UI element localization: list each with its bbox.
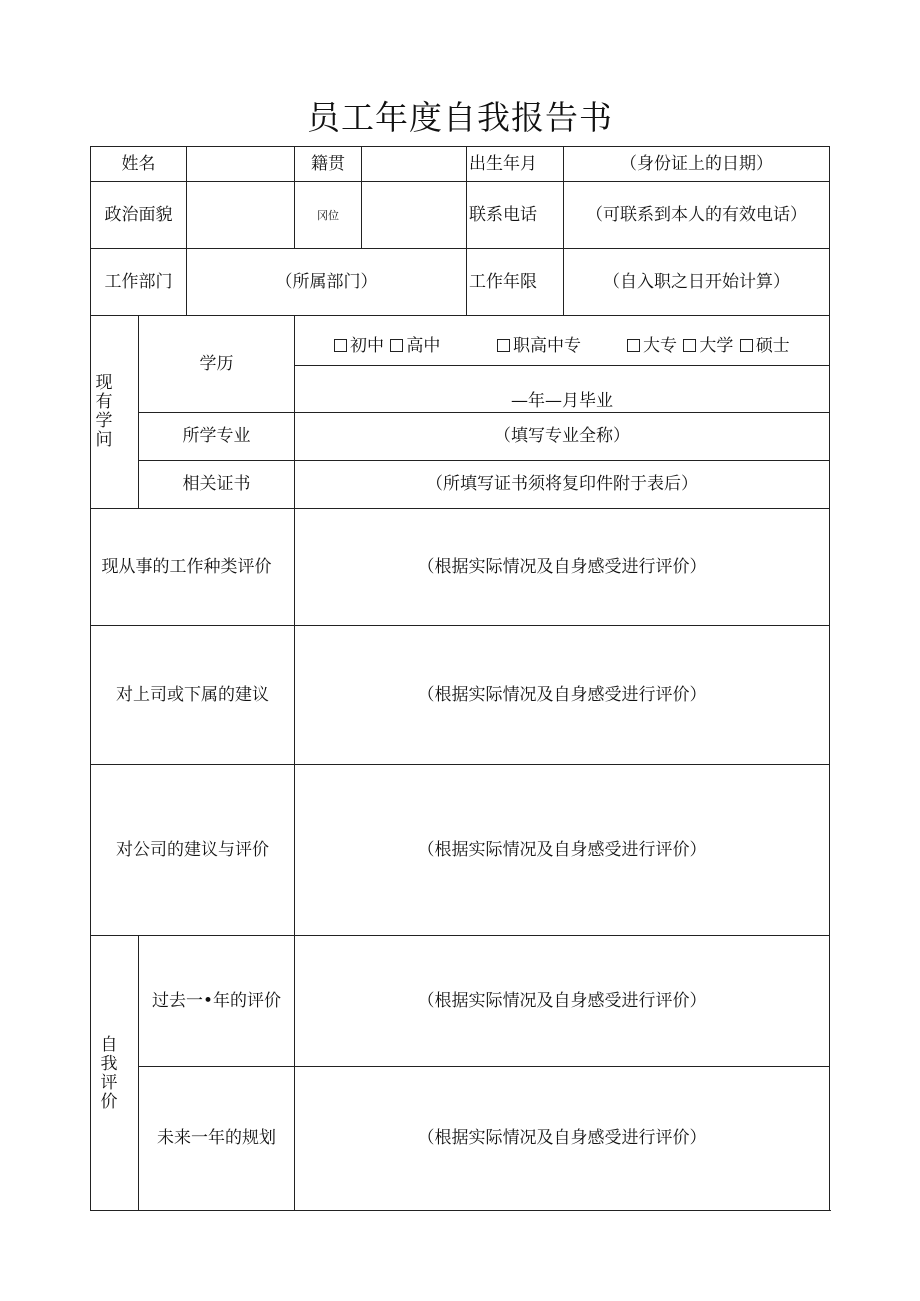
certificate-label: 相关证书 bbox=[182, 474, 251, 494]
company-suggestion-label: 对公司的建议与评价 bbox=[116, 839, 269, 860]
self-evaluation-group-label: 自 我 评 价 bbox=[100, 1035, 118, 1112]
birth-date-field[interactable]: （身份证上的日期） bbox=[620, 153, 773, 174]
checkbox-icon bbox=[390, 339, 403, 352]
name-label: 姓名 bbox=[121, 153, 156, 174]
degree-options bbox=[627, 331, 790, 356]
degree-label: 学历 bbox=[199, 353, 234, 374]
post-label: 冈位 bbox=[317, 208, 339, 222]
option-vocational[interactable]: 职高中专 bbox=[497, 336, 581, 356]
page-title: 员工年度自我报告书 bbox=[307, 98, 613, 137]
phone-field[interactable]: （可联系到本人的有效电话） bbox=[586, 204, 807, 225]
major-label: 所学专业 bbox=[182, 426, 251, 446]
job-evaluation-field[interactable]: （根据实际情况及自身感受进行评价） bbox=[417, 556, 707, 577]
major-field[interactable]: （填写专业全称） bbox=[494, 426, 630, 446]
graduation-field[interactable]: —年—月毕业 bbox=[511, 390, 613, 411]
department-label: 工作部门 bbox=[104, 271, 173, 292]
checkbox-icon bbox=[683, 339, 696, 352]
work-years-label: 工作年限 bbox=[469, 271, 537, 292]
post-field[interactable] bbox=[362, 182, 466, 248]
supervisor-suggestion-label: 对上司或下属的建议 bbox=[116, 684, 269, 705]
col-divider bbox=[466, 146, 467, 315]
option-senior-high[interactable]: 高中 bbox=[389, 336, 440, 356]
political-status-field[interactable] bbox=[187, 182, 294, 248]
checkbox-icon bbox=[740, 339, 753, 352]
option-college[interactable]: 大专 bbox=[627, 336, 677, 356]
past-year-label: 过去一•年的评价 bbox=[151, 990, 282, 1011]
department-field[interactable]: （所属部门） bbox=[275, 271, 378, 292]
next-year-plan-label: 未来一年的规划 bbox=[157, 1128, 276, 1148]
native-place-field[interactable] bbox=[362, 147, 466, 181]
option-master[interactable]: 硕士 bbox=[739, 336, 790, 356]
table-border bbox=[829, 146, 830, 1210]
option-university[interactable]: 大学 bbox=[682, 336, 733, 356]
native-place-label: 籍贯 bbox=[311, 153, 345, 174]
checkbox-icon bbox=[497, 339, 510, 352]
option-junior-high[interactable]: 初中 bbox=[334, 336, 384, 356]
phone-label: 联系电话 bbox=[469, 204, 537, 225]
company-suggestion-field[interactable]: （根据实际情况及自身感受进行评价） bbox=[417, 839, 707, 860]
education-group-label: 现 有 学 问 bbox=[95, 373, 113, 450]
table-border bbox=[90, 1210, 831, 1211]
work-years-field[interactable]: （自入职之日开始计算） bbox=[603, 271, 790, 292]
degree-options bbox=[334, 331, 441, 356]
past-year-field[interactable]: （根据实际情况及自身感受进行评价） bbox=[417, 990, 707, 1011]
checkbox-icon bbox=[627, 339, 640, 352]
name-field[interactable] bbox=[187, 147, 294, 181]
political-status-label: 政治面貌 bbox=[104, 204, 173, 225]
birth-date-label: 出生年月 bbox=[469, 153, 537, 174]
supervisor-suggestion-field[interactable]: （根据实际情况及自身感受进行评价） bbox=[417, 684, 707, 705]
job-evaluation-label: 现从事的工作种类评价 bbox=[101, 556, 272, 577]
next-year-plan-field[interactable]: （根据实际情况及自身感受进行评价） bbox=[417, 1128, 707, 1148]
degree-options bbox=[497, 331, 581, 356]
row-divider bbox=[294, 365, 830, 366]
certificate-field[interactable]: （所填写证书须将复印件附于表后） bbox=[426, 474, 698, 494]
checkbox-icon bbox=[334, 339, 347, 352]
